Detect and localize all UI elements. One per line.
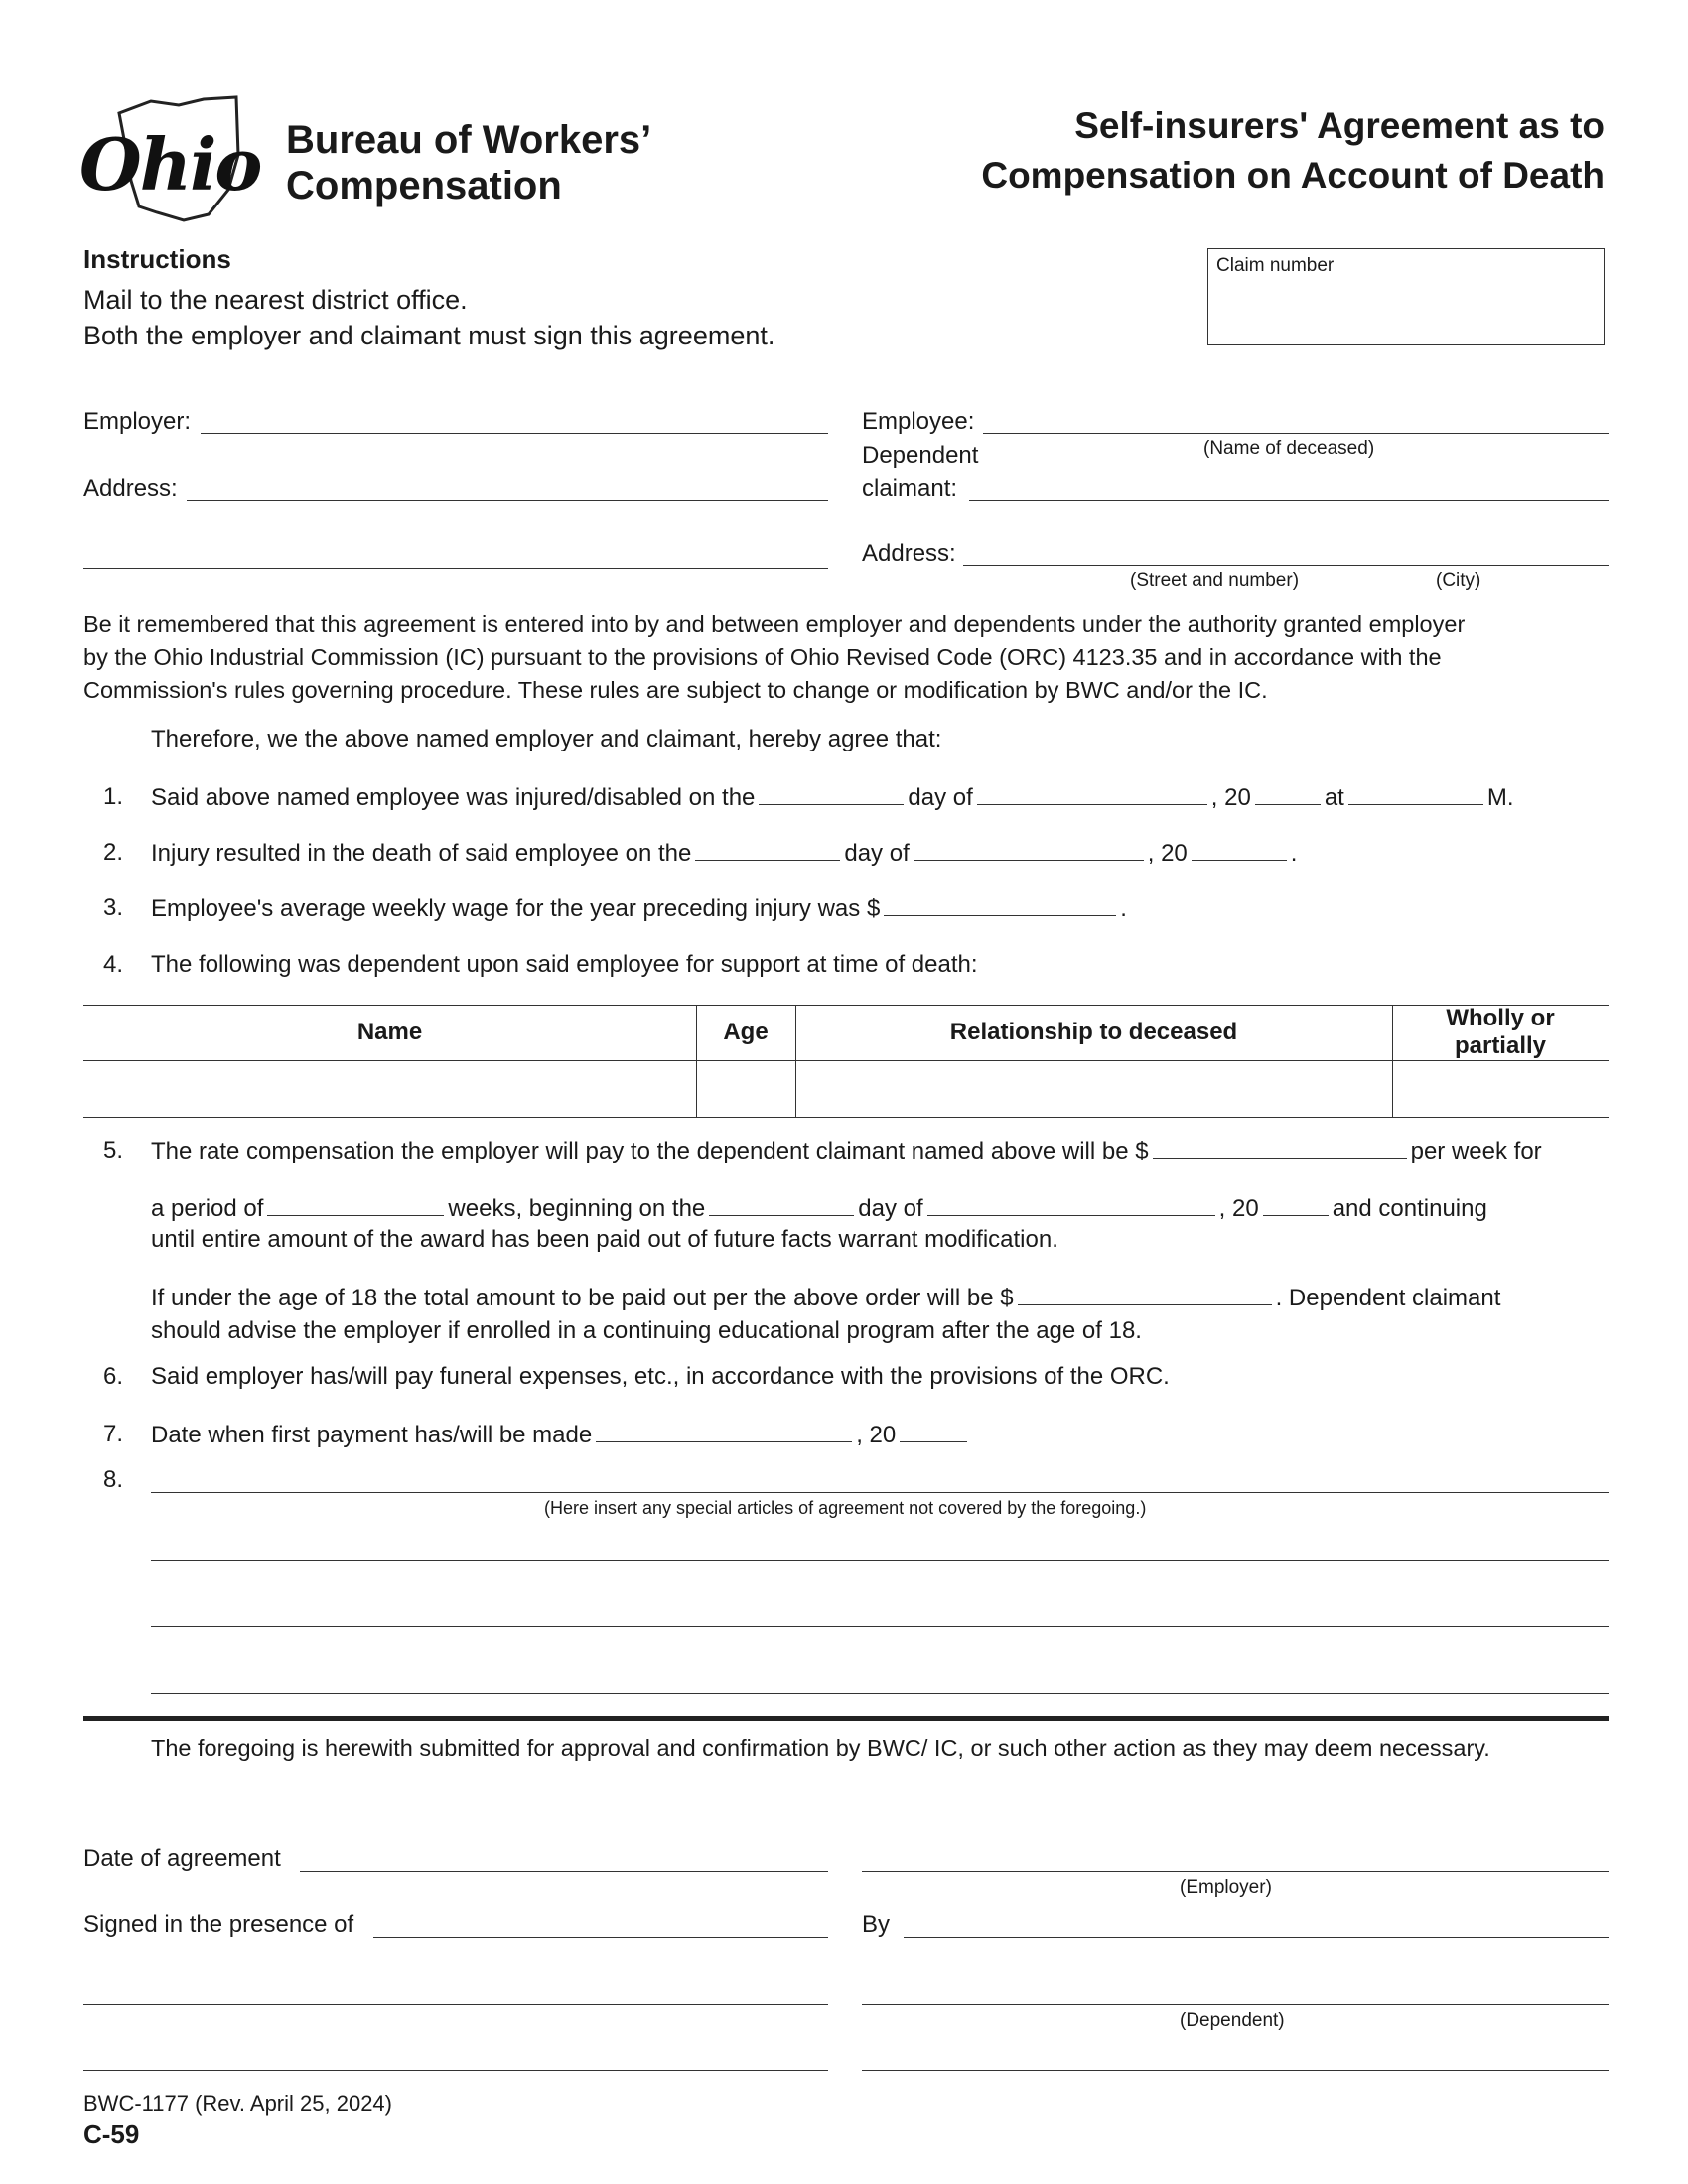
item-1-at: at bbox=[1324, 784, 1344, 811]
beginning-month-field[interactable] bbox=[927, 1193, 1215, 1216]
employer-by-signature-field[interactable] bbox=[904, 1937, 1609, 1938]
injury-year-field[interactable] bbox=[1255, 782, 1321, 805]
table-top-border bbox=[83, 1005, 1609, 1006]
table-header-wholly-line2: partially bbox=[1454, 1032, 1547, 1059]
instructions-heading: Instructions bbox=[83, 244, 231, 274]
item-7-text: Date when first payment has/will be made bbox=[151, 1422, 593, 1448]
table-header-wholly-line1: Wholly or bbox=[1446, 1005, 1555, 1031]
weekly-rate-field[interactable] bbox=[1153, 1136, 1407, 1159]
form-title-line2: Compensation on Account of Death bbox=[981, 155, 1605, 196]
item-7-number: 7. bbox=[103, 1421, 124, 1447]
item-6-text: Said employer has/will pay funeral expenses, etc., in accordance with the provisions of the ORC. bbox=[151, 1363, 1170, 1390]
employer-address-field[interactable] bbox=[187, 500, 828, 501]
date-of-agreement-field[interactable] bbox=[300, 1871, 828, 1872]
item-2-number: 2. bbox=[103, 839, 124, 866]
average-weekly-wage-field[interactable] bbox=[884, 893, 1116, 916]
table-header-age: Age bbox=[723, 1019, 769, 1045]
item-5-line1 bbox=[151, 1136, 1542, 1166]
employer-address-field-2[interactable] bbox=[83, 568, 828, 569]
city-hint: (City) bbox=[1436, 570, 1481, 591]
claimant-address-field[interactable] bbox=[963, 565, 1609, 566]
dependent-claimant-field[interactable] bbox=[969, 500, 1609, 501]
dependent-signature-field-2[interactable] bbox=[862, 2070, 1609, 2071]
beginning-year-field[interactable] bbox=[1263, 1193, 1329, 1216]
item-1-text: Said above named employee was injured/disabled on the bbox=[151, 784, 756, 811]
item-2-dayof: day of bbox=[844, 840, 910, 867]
item-5-period-of: a period of bbox=[151, 1195, 264, 1222]
first-payment-date-field[interactable] bbox=[596, 1420, 852, 1442]
item-5-per-week: per week for bbox=[1410, 1138, 1542, 1164]
witness-signature-field-3[interactable] bbox=[83, 2070, 828, 2071]
witness-signature-field-2[interactable] bbox=[83, 2004, 828, 2005]
table-header-relationship: Relationship to deceased bbox=[949, 1019, 1238, 1045]
intro-line1: Be it remembered that this agreement is entered into by and between employer and dependents under the authority granted employer bbox=[83, 612, 1466, 637]
form-id: BWC-1177 (Rev. April 25, 2024) bbox=[83, 2091, 392, 2116]
claimant-address-label: Address: bbox=[862, 540, 956, 567]
item-5-weeks-beginning: weeks, beginning on the bbox=[448, 1195, 706, 1222]
instructions-line1: Mail to the nearest district office. bbox=[83, 285, 468, 315]
item-5-line5: should advise the employer if enrolled in a continuing educational program after the age of 18. bbox=[151, 1317, 1142, 1344]
period-weeks-field[interactable] bbox=[267, 1193, 444, 1216]
item-1 bbox=[151, 782, 1514, 813]
dependent-name-cell[interactable] bbox=[83, 1061, 696, 1117]
logo-wordmark: Ohio bbox=[79, 122, 261, 206]
item-5-line2 bbox=[151, 1193, 1487, 1224]
injury-day-field[interactable] bbox=[759, 782, 904, 805]
form-title-line1: Self-insurers' Agreement as to bbox=[1074, 105, 1605, 146]
employer-label: Employer: bbox=[83, 408, 192, 435]
table-bottom-border bbox=[83, 1117, 1609, 1118]
special-articles-line-1[interactable] bbox=[151, 1492, 1609, 1493]
claim-number-box[interactable] bbox=[1207, 248, 1605, 345]
name-of-deceased-hint: (Name of deceased) bbox=[1203, 438, 1375, 459]
submission-statement: The foregoing is herewith submitted for approval and confirmation by BWC/ IC, or such other action as they may deem necessary. bbox=[151, 1735, 1490, 1761]
instructions-line2: Both the employer and claimant must sign this agreement. bbox=[83, 321, 775, 350]
special-articles-line-4[interactable] bbox=[151, 1693, 1609, 1694]
item-2-period: . bbox=[1290, 840, 1298, 867]
under-18-total-field[interactable] bbox=[1018, 1283, 1272, 1305]
item-5-dayof: day of bbox=[858, 1195, 923, 1222]
dependent-label: Dependent bbox=[862, 442, 979, 469]
employee-field[interactable] bbox=[983, 433, 1609, 434]
dependent-relationship-cell[interactable] bbox=[796, 1061, 1392, 1117]
dependent-age-cell[interactable] bbox=[697, 1061, 795, 1117]
item-5-number: 5. bbox=[103, 1137, 124, 1163]
table-header-wholly-or-partially bbox=[1392, 1005, 1609, 1060]
item-3-period: . bbox=[1120, 895, 1127, 922]
agency-name bbox=[286, 117, 651, 208]
employer-address-label: Address: bbox=[83, 476, 178, 502]
item-3-number: 3. bbox=[103, 894, 124, 921]
item-4-text: The following was dependent upon said employee for support at time of death: bbox=[151, 951, 978, 978]
form-title bbox=[981, 101, 1605, 201]
item-2 bbox=[151, 838, 1297, 869]
item-5-line4 bbox=[151, 1283, 1500, 1313]
item-2-text: Injury resulted in the death of said employee on the bbox=[151, 840, 692, 867]
item-6-number: 6. bbox=[103, 1363, 124, 1390]
item-3-text: Employee's average weekly wage for the year preceding injury was $ bbox=[151, 895, 881, 922]
agency-name-line2: Compensation bbox=[286, 164, 562, 207]
item-8-number: 8. bbox=[103, 1466, 124, 1493]
employer-signature-hint: (Employer) bbox=[1180, 1877, 1272, 1898]
by-label: By bbox=[862, 1911, 891, 1938]
death-year-field[interactable] bbox=[1192, 838, 1287, 861]
street-hint: (Street and number) bbox=[1130, 570, 1300, 591]
ohio-logo bbox=[79, 95, 261, 234]
therefore-line: Therefore, we the above named employer and claimant, hereby agree that: bbox=[151, 726, 942, 752]
witness-signature-field[interactable] bbox=[373, 1937, 828, 1938]
employee-label: Employee: bbox=[862, 408, 975, 435]
death-day-field[interactable] bbox=[695, 838, 840, 861]
signed-presence-label: Signed in the presence of bbox=[83, 1911, 354, 1938]
dependent-wholly-partially-cell[interactable] bbox=[1393, 1061, 1609, 1117]
claimant-label: claimant: bbox=[862, 476, 958, 502]
injury-month-field[interactable] bbox=[977, 782, 1207, 805]
item-1-year-prefix: , 20 bbox=[1210, 784, 1251, 811]
death-month-field[interactable] bbox=[914, 838, 1144, 861]
beginning-day-field[interactable] bbox=[709, 1193, 854, 1216]
section-divider bbox=[83, 1716, 1609, 1721]
claim-number-label: Claim number bbox=[1216, 255, 1335, 276]
item-5-year-prefix: , 20 bbox=[1218, 1195, 1259, 1222]
item-5-under-18-text: If under the age of 18 the total amount to be paid out per the above order will be $ bbox=[151, 1285, 1014, 1311]
first-payment-year-field[interactable] bbox=[900, 1420, 967, 1442]
special-articles-hint: (Here insert any special articles of agreement not covered by the foregoing.) bbox=[544, 1498, 1147, 1518]
table-header-name: Name bbox=[356, 1019, 423, 1045]
item-5-dependent-claimant: . Dependent claimant bbox=[1275, 1285, 1501, 1311]
item-1-dayof: day of bbox=[908, 784, 973, 811]
item-1-number: 1. bbox=[103, 783, 124, 810]
intro-line2: by the Ohio Industrial Commission (IC) pursuant to the provisions of Ohio Revised Code (ORC) 4123.35 and in accordance with the bbox=[83, 644, 1442, 670]
item-4-number: 4. bbox=[103, 951, 124, 978]
dependent-signature-field[interactable] bbox=[862, 2004, 1609, 2005]
item-7 bbox=[151, 1420, 971, 1450]
injury-time-field[interactable] bbox=[1348, 782, 1483, 805]
intro-line3: Commission's rules governing procedure. These rules are subject to change or modification by BWC and/or the IC. bbox=[83, 677, 1268, 703]
item-1-meridiem: M. bbox=[1486, 784, 1514, 811]
item-3 bbox=[151, 893, 1127, 924]
dependent-signature-hint: (Dependent) bbox=[1180, 2010, 1285, 2031]
special-articles-line-2[interactable] bbox=[151, 1560, 1609, 1561]
agency-name-line1: Bureau of Workers’ bbox=[286, 118, 652, 162]
employer-signature-field[interactable] bbox=[862, 1871, 1609, 1872]
item-7-year-prefix: , 20 bbox=[856, 1422, 897, 1448]
dependents-table bbox=[83, 1005, 1609, 1118]
item-5-line3: until entire amount of the award has been paid out of future facts warrant modification. bbox=[151, 1226, 1058, 1253]
date-of-agreement-label: Date of agreement bbox=[83, 1845, 281, 1872]
item-5-continuing: and continuing bbox=[1332, 1195, 1487, 1222]
special-articles-line-3[interactable] bbox=[151, 1626, 1609, 1627]
employer-field[interactable] bbox=[201, 433, 828, 434]
form-code: C-59 bbox=[83, 2119, 140, 2149]
item-2-year-prefix: , 20 bbox=[1147, 840, 1188, 867]
item-5-text: The rate compensation the employer will pay to the dependent claimant named above will be $ bbox=[151, 1138, 1149, 1164]
